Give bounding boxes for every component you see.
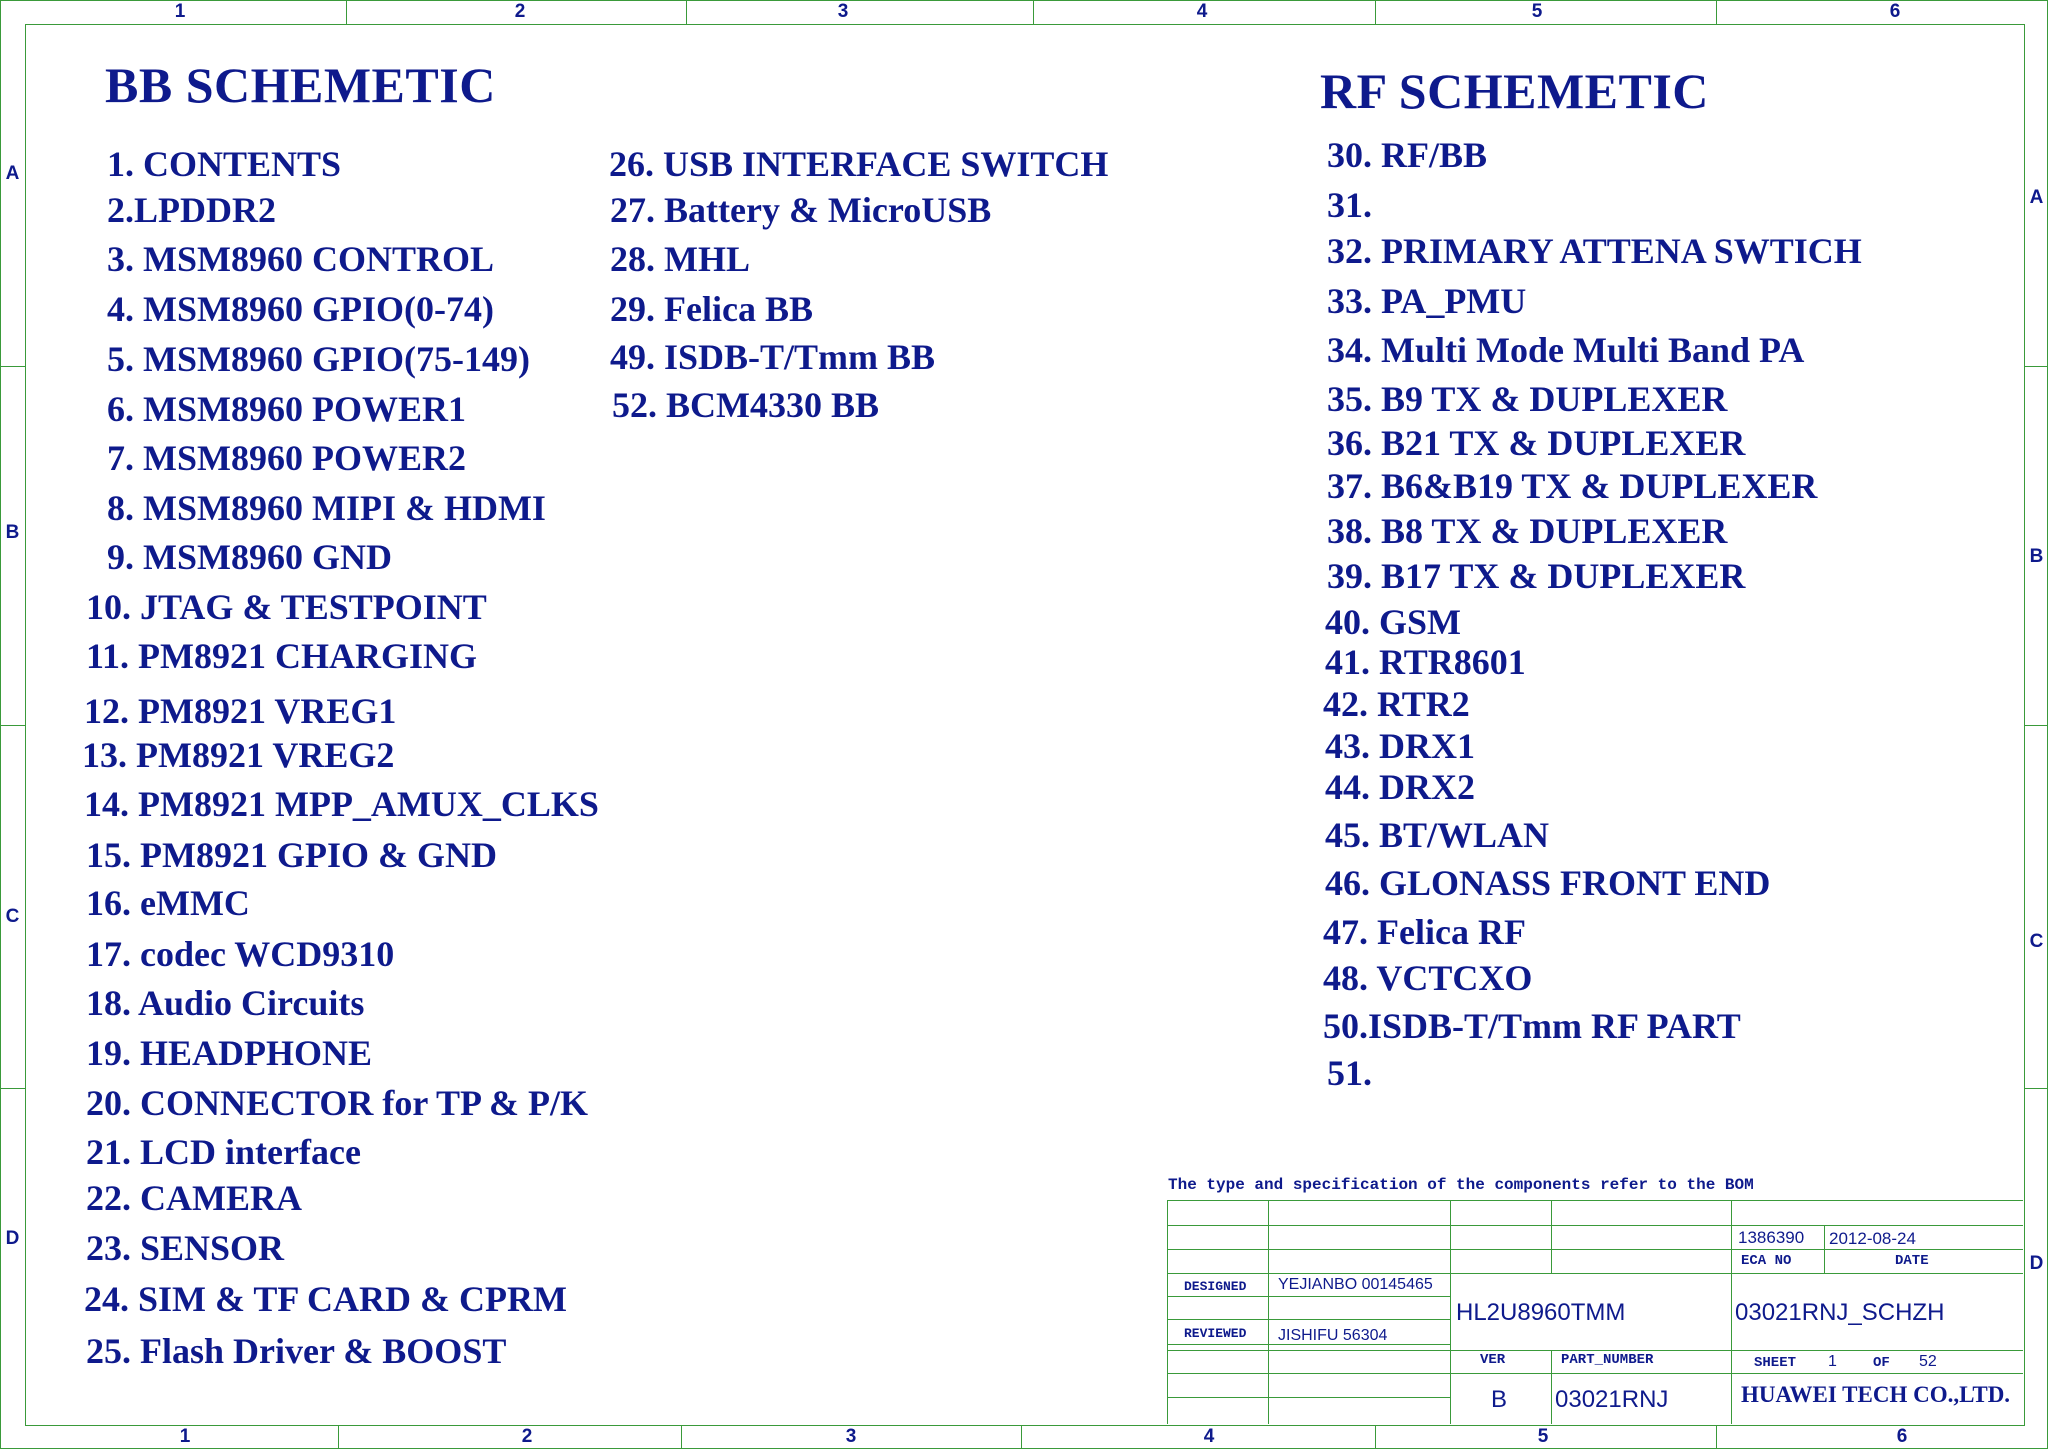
title-block-rule xyxy=(1450,1200,1451,1424)
title-block-rule xyxy=(1551,1200,1552,1273)
rf-item: 33. PA_PMU xyxy=(1327,281,1527,321)
zone-col-label: 4 xyxy=(1196,1,1208,22)
zone-col-label: 2 xyxy=(514,1,526,22)
bb-item: 11. PM8921 CHARGING xyxy=(86,636,477,676)
bb-item: 49. ISDB-T/Tmm BB xyxy=(610,337,936,377)
rf-item: 34. Multi Mode Multi Band PA xyxy=(1327,330,1805,370)
rf-item: 40. GSM xyxy=(1325,602,1462,642)
reviewed-label: REVIEWED xyxy=(1184,1326,1247,1341)
bb-item: 16. eMMC xyxy=(86,883,250,923)
zone-divider xyxy=(1021,1425,1022,1448)
bb-item: 22. CAMERA xyxy=(86,1178,302,1218)
zone-divider xyxy=(346,0,347,24)
bb-item: 2.LPDDR2 xyxy=(107,190,276,230)
title-block-rule xyxy=(1167,1273,2023,1274)
bb-item: 4. MSM8960 GPIO(0-74) xyxy=(107,289,494,329)
sheet-label: SHEET xyxy=(1754,1355,1797,1371)
zone-divider xyxy=(1716,1425,1717,1448)
title-block-rule xyxy=(1167,1296,1450,1297)
title-block-rule xyxy=(1551,1350,1552,1424)
bb-item: 5. MSM8960 GPIO(75-149) xyxy=(107,339,530,379)
bb-item: 19. HEADPHONE xyxy=(86,1033,373,1073)
rf-item: 45. BT/WLAN xyxy=(1325,815,1550,855)
bb-item: 18. Audio Circuits xyxy=(86,983,365,1023)
bb-item: 6. MSM8960 POWER1 xyxy=(107,389,466,429)
zone-row-label: A xyxy=(5,163,20,184)
bb-item: 28. MHL xyxy=(610,239,750,279)
bb-item: 7. MSM8960 POWER2 xyxy=(107,438,466,478)
zone-divider xyxy=(0,725,25,726)
date-label: DATE xyxy=(1895,1253,1929,1269)
zone-divider xyxy=(1375,0,1376,24)
rf-item: 35. B9 TX & DUPLEXER xyxy=(1327,379,1728,419)
rf-item: 42. RTR2 xyxy=(1323,684,1470,724)
bb-item: 23. SENSOR xyxy=(86,1228,285,1268)
bb-item: 14. PM8921 MPP_AMUX_CLKS xyxy=(84,784,599,824)
rf-item: 31. xyxy=(1327,185,1372,225)
company-name: HUAWEI TECH CO.,LTD. xyxy=(1741,1382,2011,1407)
bb-item: 29. Felica BB xyxy=(610,289,813,329)
zone-col-label: 2 xyxy=(521,1426,533,1447)
zone-col-label: 6 xyxy=(1896,1426,1908,1447)
rf-item: 32. PRIMARY ATTENA SWTICH xyxy=(1327,231,1862,271)
zone-divider xyxy=(681,1425,682,1448)
zone-col-label: 3 xyxy=(845,1426,857,1447)
bb-item: 27. Battery & MicroUSB xyxy=(610,190,992,230)
bb-item: 26. USB INTERFACE SWITCH xyxy=(609,144,1109,184)
zone-divider xyxy=(338,1425,339,1448)
zone-col-label: 1 xyxy=(179,1426,191,1447)
rf-item: 48. VCTCXO xyxy=(1323,958,1533,998)
eca-no-label: ECA NO xyxy=(1741,1253,1792,1269)
bb-heading: BB SCHEMETIC xyxy=(105,57,496,113)
part-number-label: PART_NUMBER xyxy=(1561,1352,1654,1368)
bb-item: 13. PM8921 VREG2 xyxy=(82,735,395,775)
title-block-rule xyxy=(1167,1249,2023,1250)
zone-row-label: A xyxy=(2029,187,2044,208)
rf-item: 38. B8 TX & DUPLEXER xyxy=(1327,511,1728,551)
sheet-number: 1 xyxy=(1828,1353,1837,1370)
zone-divider xyxy=(1375,1425,1376,1448)
bb-item: 10. JTAG & TESTPOINT xyxy=(86,587,487,627)
eca-number: 1386390 xyxy=(1738,1228,1805,1247)
eca-date: 2012-08-24 xyxy=(1829,1229,1916,1248)
of-label: OF xyxy=(1873,1355,1890,1371)
title-block-rule xyxy=(1268,1200,1269,1424)
zone-col-label: 5 xyxy=(1537,1426,1549,1447)
title-block-rule xyxy=(1167,1225,2023,1226)
zone-col-label: 4 xyxy=(1203,1426,1215,1447)
rf-item: 44. DRX2 xyxy=(1325,767,1475,807)
bb-item: 25. Flash Driver & BOOST xyxy=(86,1331,507,1371)
bb-item: 15. PM8921 GPIO & GND xyxy=(86,835,497,875)
designer: YEJIANBO 00145465 xyxy=(1278,1276,1433,1293)
zone-row-label: D xyxy=(2029,1253,2044,1274)
part-number: 03021RNJ xyxy=(1555,1386,1669,1413)
zone-row-label: D xyxy=(5,1228,20,1249)
title-block-rule xyxy=(1167,1397,1450,1398)
bb-item: 21. LCD interface xyxy=(86,1132,361,1172)
zone-row-label: C xyxy=(5,906,20,927)
rf-item: 36. B21 TX & DUPLEXER xyxy=(1327,423,1746,463)
zone-divider xyxy=(2024,1088,2047,1089)
zone-row-label: C xyxy=(2029,931,2044,952)
rf-item: 46. GLONASS FRONT END xyxy=(1325,863,1771,903)
rf-item: 47. Felica RF xyxy=(1323,912,1526,952)
rf-item: 43. DRX1 xyxy=(1325,726,1475,766)
zone-col-label: 3 xyxy=(837,1,849,22)
reviewer: JISHIFU 56304 xyxy=(1278,1327,1388,1344)
rf-heading: RF SCHEMETIC xyxy=(1320,63,1709,119)
rf-item: 51. xyxy=(1327,1053,1372,1093)
zone-col-label: 6 xyxy=(1889,1,1901,22)
title-block-rule xyxy=(1167,1200,2023,1201)
drawing-number: 03021RNJ_SCHZH xyxy=(1735,1299,1945,1326)
title-block-rule xyxy=(1167,1373,2023,1374)
zone-divider xyxy=(686,0,687,24)
zone-divider xyxy=(1033,0,1034,24)
zone-divider xyxy=(2024,725,2047,726)
bb-item: 8. MSM8960 MIPI & HDMI xyxy=(107,488,546,528)
rf-item: 41. RTR8601 xyxy=(1325,642,1526,682)
zone-col-label: 5 xyxy=(1531,1,1543,22)
title-block-rule xyxy=(1731,1200,1732,1424)
rf-item: 50.ISDB-T/Tmm RF PART xyxy=(1323,1006,1741,1046)
title-block-rule xyxy=(1167,1350,2023,1351)
bb-item: 12. PM8921 VREG1 xyxy=(84,691,397,731)
bom-note: The type and specification of the components refer to the BOM xyxy=(1168,1176,1754,1194)
zone-divider xyxy=(1716,0,1717,24)
sheet-total: 52 xyxy=(1919,1353,1937,1370)
zone-divider xyxy=(0,366,25,367)
zone-divider xyxy=(0,1088,25,1089)
bb-item: 9. MSM8960 GND xyxy=(107,537,392,577)
rf-item: 37. B6&B19 TX & DUPLEXER xyxy=(1327,466,1818,506)
title-block-rule xyxy=(1167,1200,1168,1424)
zone-col-label: 1 xyxy=(174,1,186,22)
title-block-rule xyxy=(1167,1319,1450,1320)
zone-row-label: B xyxy=(2029,546,2044,567)
bb-item: 52. BCM4330 BB xyxy=(612,385,880,425)
model-number: HL2U8960TMM xyxy=(1456,1299,1626,1326)
ver-label: VER xyxy=(1480,1352,1506,1368)
version: B xyxy=(1491,1386,1508,1413)
bb-item: 20. CONNECTOR for TP & P/K xyxy=(86,1083,589,1123)
bb-item: 24. SIM & TF CARD & CPRM xyxy=(84,1279,567,1319)
zone-row-label: B xyxy=(5,522,20,543)
rf-item: 39. B17 TX & DUPLEXER xyxy=(1327,556,1746,596)
rf-item: 30. RF/BB xyxy=(1327,135,1488,175)
title-block-rule xyxy=(1824,1225,1825,1273)
designed-label: DESIGNED xyxy=(1184,1279,1247,1294)
zone-divider xyxy=(2024,366,2047,367)
bb-item: 1. CONTENTS xyxy=(107,144,342,184)
bb-item: 17. codec WCD9310 xyxy=(86,934,395,974)
bb-item: 3. MSM8960 CONTROL xyxy=(107,239,494,279)
